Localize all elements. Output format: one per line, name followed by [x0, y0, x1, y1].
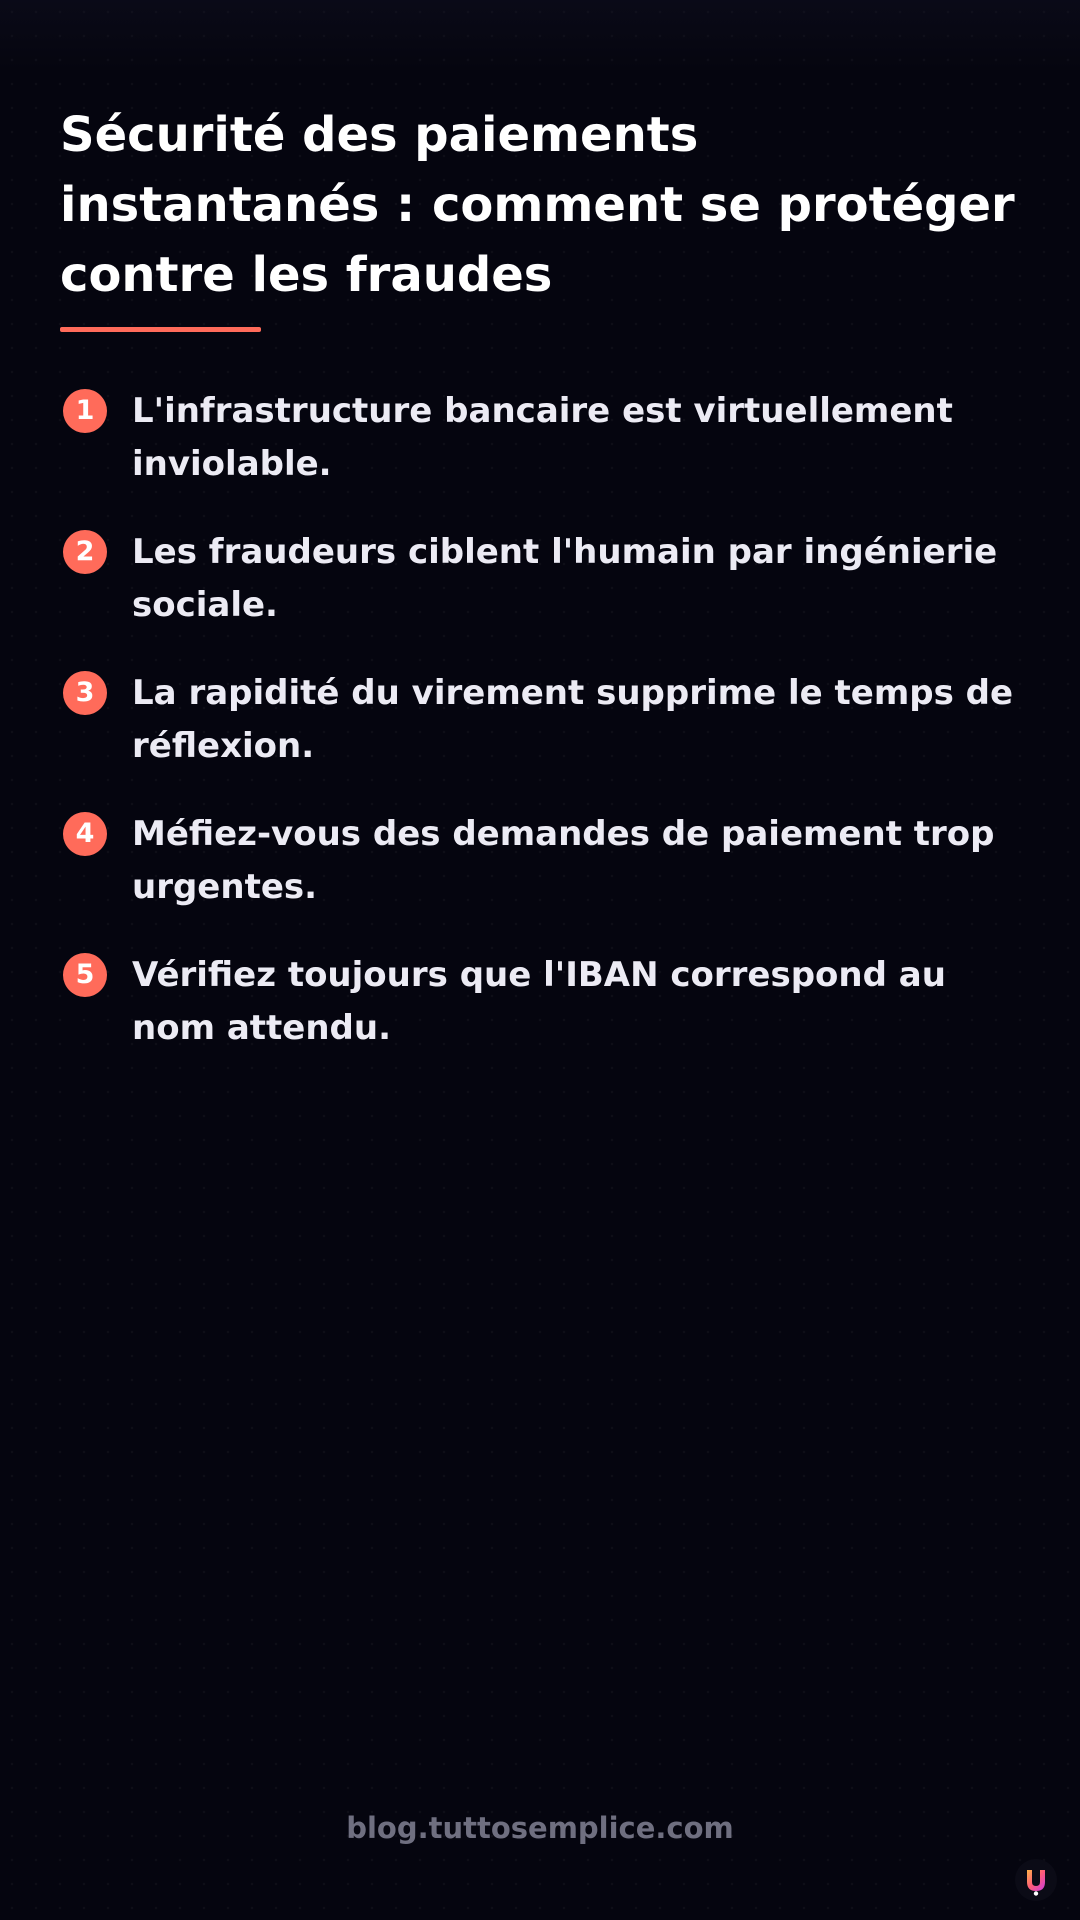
footer-url: blog.tuttosemplice.com [346, 1811, 734, 1845]
top-fade [0, 0, 1080, 70]
point-text: Les fraudeurs ciblent l'humain par ingénierie sociale. [132, 532, 998, 625]
point-text: Vérifiez toujours que l'IBAN correspond au nom attendu. [132, 955, 946, 1048]
point-text: L'infrastructure bancaire est virtuellement inviolable. [132, 391, 953, 484]
key-points-list [60, 385, 1020, 1090]
title-underline [60, 327, 261, 332]
point-text: Méfiez-vous des demandes de paiement trop urgentes. [132, 814, 995, 907]
number-badge: 1 [63, 389, 107, 433]
number-badge: 2 [63, 530, 107, 574]
list-item [60, 808, 1020, 949]
list-item [60, 667, 1020, 808]
page-title: Sécurité des paiements instantanés : comment se protéger contre les fraudes [60, 107, 1015, 303]
list-item [60, 949, 1020, 1090]
point-text: La rapidité du virement supprime le temps de réflexion. [132, 673, 1014, 766]
list-item [60, 526, 1020, 667]
number-badge: 3 [63, 671, 107, 715]
brand-u-logo-icon [1014, 1858, 1058, 1902]
list-item [60, 385, 1020, 526]
number-badge: 4 [63, 812, 107, 856]
number-badge: 5 [63, 953, 107, 997]
